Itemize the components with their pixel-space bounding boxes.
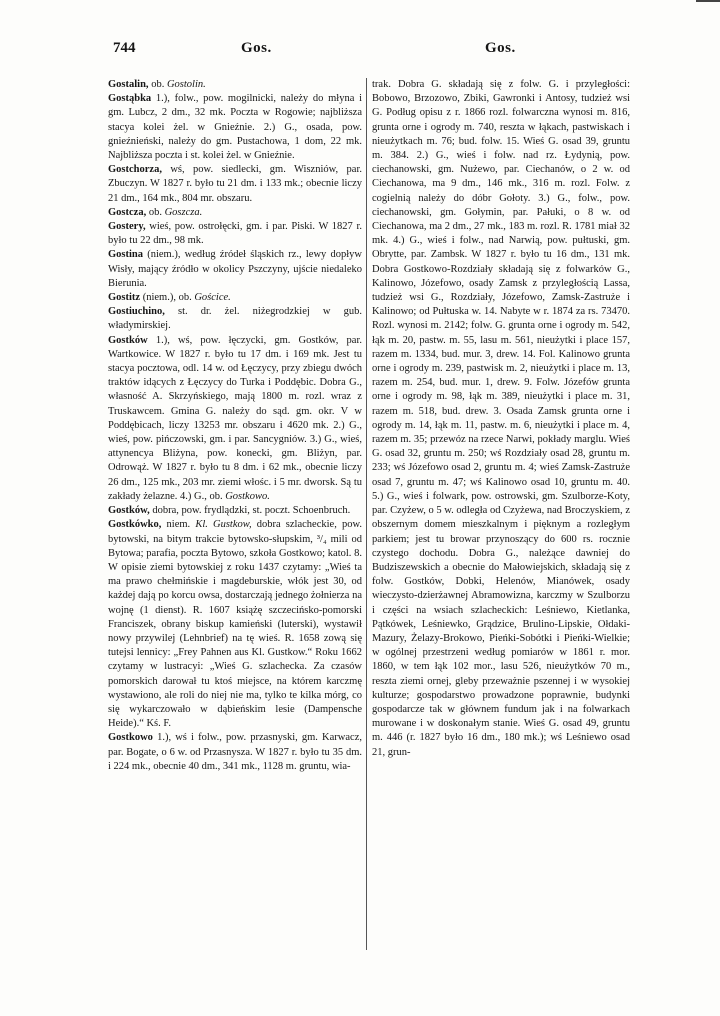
entry-text: 1.), wś, pow. łęczycki, gm. Gostków, par. Wartkowice. W 1827 r. było tu 17 dm. i 169 mk. Jest tu stacya pocztowa, odl. 14 w. od Łęczycy, przy zbiegu dwóch traktów idących z Łęczycy do Turka i Poddębic. Dobra G., własność A. Skrzyńskiego, mają 1800 m. rozl. wraz z Truskawcem. Gmina G. należy do sąd. gm. okr. V w Poddębicach, liczy 13253 mr. obszaru i 4620 mk. 2.) G., wieś, pow. pińczowski, gm. i par. Sancygniów. 3.) G., wieś, attynencya Bliżyna, pow. konecki, gm. Bliżyn, par. Odrowąż. W 1827 r. było tu 8 dm. i 62 mk., obecnie liczy 26 dm., 125 mk., 203 mr. ziemi włośc. i 5 mr. dworsk. Są tu zakłady żelazne. 4.) G., ob. xyxy=(108,334,362,502)
entry-headword: Gostkowo xyxy=(108,732,153,744)
entry-text: (niem.), według źródeł śląskich rz., lewy dopływ Wisły, mający źródło w okolicy Pszczyny, ujście niedaleko Bierunia. xyxy=(108,249,362,289)
dictionary-entry xyxy=(108,248,362,291)
dictionary-entry xyxy=(108,163,362,206)
entry-italic-reference: Kl. Gustkow, xyxy=(195,519,252,531)
entry-headword: Gostków xyxy=(108,334,148,346)
dictionary-entry xyxy=(108,731,362,774)
page-number: 744 xyxy=(113,40,136,56)
entry-text: (niem.), ob. xyxy=(140,292,195,304)
entry-text: ob. xyxy=(148,79,167,90)
scan-edge-mark xyxy=(696,0,720,8)
entry-headword: Gostków, xyxy=(108,505,150,517)
entry-text: wieś, pow. ostrołęcki, gm. i par. Piski. W 1827 r. było tu 22 dm., 98 mk. xyxy=(108,221,362,247)
dictionary-entry xyxy=(108,305,362,333)
entry-headword: Gostkówko, xyxy=(108,519,162,531)
entry-headword: Gostery, xyxy=(108,221,146,233)
entry-text: wś, pow. siedlecki, gm. Wiszniów, par. Zbuczyn. W 1827 r. było tu 21 dm. i 133 mk.; obecnie liczy 21 dm., 164 mk., 804 mr. obszaru. xyxy=(108,164,362,204)
entry-headword: Gostiuchino, xyxy=(108,306,165,318)
dictionary-entry xyxy=(108,92,362,163)
right-running-head: Gos. xyxy=(485,40,516,56)
dictionary-entry xyxy=(108,78,362,92)
entry-headword: Gostalin, xyxy=(108,79,149,90)
entry-headword: Gostitz xyxy=(108,292,141,304)
dictionary-entry xyxy=(108,220,362,248)
entry-italic-reference: Gostkowo. xyxy=(225,490,270,502)
entry-text: st. dr. żel. niżegrodzkiej w gub. władymirskiej. xyxy=(108,306,362,332)
right-column xyxy=(372,78,630,760)
entry-text: 1.), folw., pow. mogilnicki, należy do młyna i gm. Lubcz, 2 dm., 32 mk. Poczta w Rogowie; najbliższa stacya kolei żel. w Gnieźnie. 2.) G., osada, pow. gnieźnieński, należy do gm. Pustachowa, 1 dom, 22 mk. Najbliższa poczta i st. kolei żel. w Gnieźnie. xyxy=(108,93,362,162)
entry-italic-reference: Gostolin. xyxy=(166,79,206,90)
entry-text-tail: dobra szlacheckie, pow. bytowski, na bitym trakcie bytowsko-słupskim, ³/₄ mili od Bytowa; parafia, poczta Bytowo, szkoła Gostkowo; katol. 8. W opisie ziemi bytowskiej z roku 1437 czytamy: „Wieś ta ma prawo chełmińskie i magdeburskie, włók jest 30, od każdej dają po korcu owsa, dostarczają jednego żołnierza na wojnę (1 dienst). R. 1607 książę szczecińsko-pomorski Franciszek, obrany biskup kamieński (luterski), wystawił nowy przywilej (Lehnbrief) na tę wieś. R. 1658 zową się tutejsi lennicy: „Frey Pahnen aus Kl. Gustkow.“ Roku 1662 czytamy w lustracyi: „Wieś G. szlachecka. Za czasów pomorskich darował tu ktoś miejsce, na którem karczmę wystawiono, ale roli do niej nie ma, tylko te kilka mórg, co się wykarczowało w dąbieńskim lesie (Dampensche Heide).“ Kś. F. xyxy=(108,519,362,730)
column-divider xyxy=(366,78,367,950)
dictionary-entry xyxy=(108,206,362,220)
page-header xyxy=(113,40,633,64)
entry-headword: Gostina xyxy=(108,249,144,261)
entry-italic-reference: Gościce. xyxy=(194,292,231,304)
dictionary-entry xyxy=(108,291,362,305)
entry-headword: Gostchorza, xyxy=(108,164,162,176)
dictionary-entry xyxy=(108,518,362,731)
entry-headword: Gostąbka xyxy=(108,93,152,105)
entry-italic-reference: Goszcza. xyxy=(164,206,203,218)
dictionary-entry xyxy=(108,504,362,518)
entry-text: dobra, pow. frydlądzki, st. poczt. Schoenbruch. xyxy=(149,505,351,517)
entry-text: 1.), wś i folw., pow. przasnyski, gm. Karwacz, par. Bogate, o 6 w. od Przasnysza. W 1827 r. było tu 35 dm. i 224 mk., obecnie 40 dm., 341 mk., 1128 m. gruntu, wia- xyxy=(108,732,362,772)
left-running-head: Gos. xyxy=(241,40,272,56)
entry-headword: Gostcza, xyxy=(108,206,147,218)
entry-text: niem. xyxy=(161,519,196,531)
left-column xyxy=(108,78,362,774)
dictionary-entry xyxy=(108,334,362,504)
continued-entry-text: trak. Dobra G. składają się z folw. G. i przyległości: Bobowo, Brzozowo, Zbiki, Gawronki i Antosy, tudzież wsi G. Podług opisu z r. 1866 rozl. folwarczna wynosi m. 816, grunta orne i ogrody m. 740, reszta w łąkach, pastwiskach i nieużytkach m. 76; bud. folw. 15. Wieś G. osad 39, gruntu m. 384. 2.) G., wieś i folw. nad rz. Łydynią, pow. ciechanowski, gm. Nużewo, par. Ciechanów, o 2 w. od Ciechanowa, ma 9 dm., 146 mk., 316 m. rozl. Folw. z cogielnią należy do dóbr Gołoty. 3.) G., folw., pow. ciechanowski, gm. Gołymin, par. Pałuki, o 8 w. od Ciechanowa, ma 2 dm., 27 mk., 183 m. rozl. R. 1781 miał 32 mk. 4.) G., wieś i folw., nad Narwią, pow. pułtuski, gm. Obrytte, par. Zambsk. W 1827 r. było tu 16 dm., 131 mk. Dobra Gostkowo-Rozdziały składają się z folwarków G., Kalinowo, Józefowo, osady Zamsk z przyległością Lassa, tudzież wsi G., Rozdziały, Józefowo, Zamsk-Zastruże i Kalinowo; od Pułtuska w. 14. Nabyte w r. 1874 za rs. 73470. Rozl. wynosi m. 2142; folw. G. grunta orne i ogrody m. 542, łąk m. 20, pastw. m. 55, lasu m. 561, nieużytki i place 157, razem m. 1334, bud. mur. 3, drew. 14. Fol. Kalinowo grunta orne i ogrody m. 239, pastwisk m. 2, nieużytki i place m. 13, razem m. 254, bud. mur. 1, drew. 9. Folw. Józefów grunta orne i ogrody m. 98, łąk m. 389, nieużytki i place m. 31, razem m. 518, bud. drew. 3. Osada Zamsk grunta orne i ogrody m. 14, łąk m. 11, pastw. m. 6, nieużytki i place m. 4, razem m. 35; przewóz na rzece Narwi, pokłady marglu. Wieś G. osad 32, gruntu m. 250; wś Rozdziały osad 28, gruntu m. 233; wś Józefowo osad 2, gruntu m. 4; wieś Zamsk-Zastruże osad 7, gruntu m. 47; wś Kalinowo osad 10, gruntu m. 40. 5.) G., wieś i folwark, pow. ostrowski, gm. Szulborze-Koty, par. Czyżew, o 5 w. odległa od Czyżewa, nad Broczyskiem, z obszernym domem mieszkalnym i pięknym a rozległym parkiem; jest tu browar przynoszący do 600 rs. rocznie czystego dochodu. Dobra G., należące dawniej do Budziszewskich a obecnie do Małowiejskich, składają się z folw. Gostków, Dobki, Helenów, Mianówek, osady wieczysto-dzierżawnej Abramowizna, karczmy w Szulborzu i części na wsiach szlacheckich: Leśniewo, Kietlanka, Pątkówek, Leśniewko, Grądzice, Brulino-Lipskie, Ołdaki-Mazury, Żelazy-Brokowo, Pieńki-Sobótki i Pieńki-Wielkie; w ogólnej przestrzeni według pomiarów w 1861 r. mor. 1860, w tem łąk 102 mor., lasu 526, nieużytków 70 m., reszta ziemi ornej, gleby przeważnie pszennej i w wysokiej kulturze; gospodarstwo prowadzone poprawnie, budynki gospodarcze tak w głównem fundum jak i na folwarkach murowane i w doskonałym stanie. Wieś G. osad 49, gruntu m. 446 (r. 1827 było 16 dm., 180 mk.); wś Leśniewo osad 21, grun- xyxy=(372,79,630,758)
entry-text: ob. xyxy=(146,206,165,218)
